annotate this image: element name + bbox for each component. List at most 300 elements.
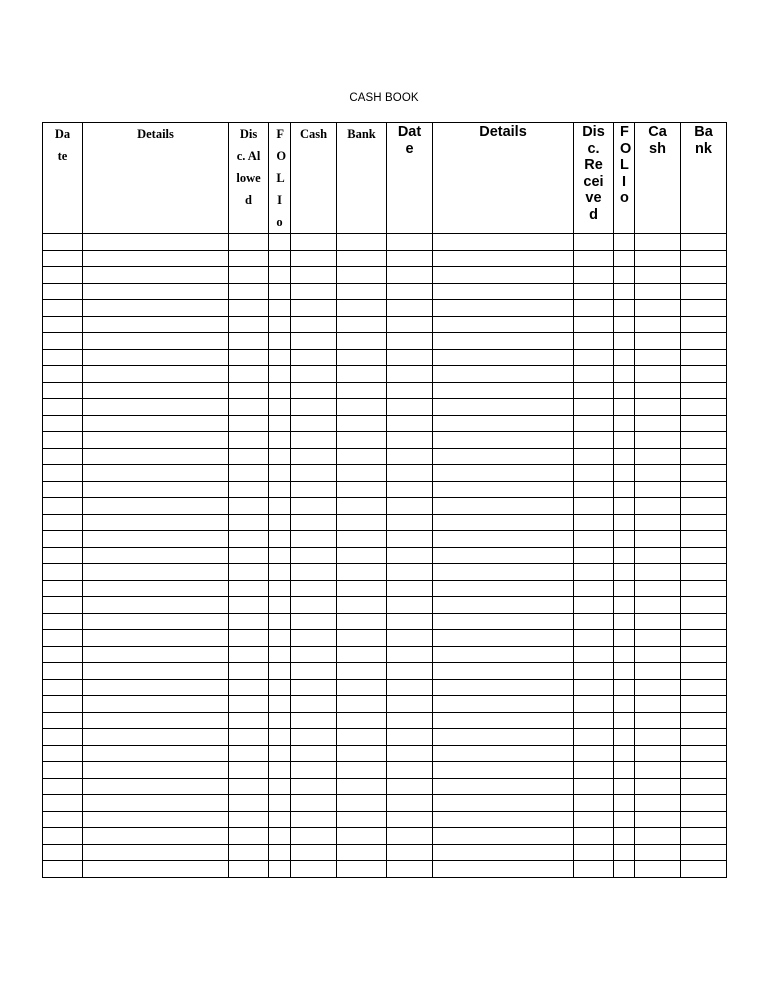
ledger-cell[interactable] [291,349,337,366]
ledger-cell[interactable] [387,762,433,779]
ledger-cell[interactable] [433,811,574,828]
ledger-cell[interactable] [433,696,574,713]
ledger-cell[interactable] [337,696,387,713]
ledger-cell[interactable] [291,811,337,828]
ledger-cell[interactable] [387,415,433,432]
ledger-cell[interactable] [83,613,229,630]
ledger-cell[interactable] [574,250,614,267]
ledger-cell[interactable] [681,861,727,878]
ledger-cell[interactable] [681,597,727,614]
ledger-cell[interactable] [574,498,614,515]
ledger-cell[interactable] [43,250,83,267]
ledger-cell[interactable] [229,250,269,267]
ledger-cell[interactable] [229,465,269,482]
ledger-cell[interactable] [433,729,574,746]
ledger-cell[interactable] [614,663,635,680]
ledger-cell[interactable] [433,547,574,564]
ledger-cell[interactable] [433,514,574,531]
ledger-cell[interactable] [337,234,387,251]
ledger-cell[interactable] [387,547,433,564]
ledger-cell[interactable] [681,630,727,647]
ledger-cell[interactable] [269,399,291,416]
ledger-cell[interactable] [83,712,229,729]
ledger-cell[interactable] [291,861,337,878]
ledger-cell[interactable] [83,531,229,548]
ledger-cell[interactable] [269,547,291,564]
ledger-cell[interactable] [229,300,269,317]
ledger-cell[interactable] [614,712,635,729]
ledger-cell[interactable] [387,250,433,267]
ledger-cell[interactable] [387,300,433,317]
ledger-cell[interactable] [337,564,387,581]
ledger-cell[interactable] [291,564,337,581]
ledger-cell[interactable] [83,547,229,564]
ledger-cell[interactable] [291,663,337,680]
ledger-cell[interactable] [229,762,269,779]
ledger-cell[interactable] [229,712,269,729]
ledger-cell[interactable] [433,316,574,333]
ledger-cell[interactable] [83,729,229,746]
ledger-cell[interactable] [43,663,83,680]
ledger-cell[interactable] [433,778,574,795]
ledger-cell[interactable] [269,663,291,680]
ledger-cell[interactable] [387,597,433,614]
ledger-cell[interactable] [269,630,291,647]
ledger-cell[interactable] [337,432,387,449]
ledger-cell[interactable] [229,382,269,399]
ledger-cell[interactable] [574,349,614,366]
ledger-cell[interactable] [635,465,681,482]
ledger-cell[interactable] [614,795,635,812]
ledger-cell[interactable] [433,366,574,383]
ledger-cell[interactable] [574,778,614,795]
ledger-cell[interactable] [337,762,387,779]
ledger-cell[interactable] [614,448,635,465]
ledger-cell[interactable] [574,745,614,762]
ledger-cell[interactable] [574,481,614,498]
ledger-cell[interactable] [229,333,269,350]
ledger-cell[interactable] [83,283,229,300]
ledger-cell[interactable] [269,234,291,251]
ledger-cell[interactable] [387,630,433,647]
ledger-cell[interactable] [681,349,727,366]
ledger-cell[interactable] [269,696,291,713]
ledger-cell[interactable] [433,679,574,696]
ledger-cell[interactable] [337,663,387,680]
ledger-cell[interactable] [337,349,387,366]
ledger-cell[interactable] [83,630,229,647]
ledger-cell[interactable] [43,828,83,845]
ledger-cell[interactable] [635,250,681,267]
ledger-cell[interactable] [291,696,337,713]
ledger-cell[interactable] [387,745,433,762]
ledger-cell[interactable] [229,267,269,284]
ledger-cell[interactable] [433,646,574,663]
ledger-cell[interactable] [83,415,229,432]
ledger-cell[interactable] [291,514,337,531]
ledger-cell[interactable] [291,267,337,284]
ledger-cell[interactable] [337,283,387,300]
ledger-cell[interactable] [574,597,614,614]
ledger-cell[interactable] [229,234,269,251]
ledger-cell[interactable] [614,333,635,350]
ledger-cell[interactable] [635,679,681,696]
ledger-cell[interactable] [83,597,229,614]
ledger-cell[interactable] [614,811,635,828]
ledger-cell[interactable] [43,267,83,284]
ledger-cell[interactable] [681,778,727,795]
ledger-cell[interactable] [635,300,681,317]
ledger-cell[interactable] [614,283,635,300]
ledger-cell[interactable] [614,415,635,432]
ledger-cell[interactable] [269,448,291,465]
ledger-cell[interactable] [433,564,574,581]
ledger-cell[interactable] [83,382,229,399]
ledger-cell[interactable] [574,432,614,449]
ledger-cell[interactable] [337,316,387,333]
ledger-cell[interactable] [574,762,614,779]
ledger-cell[interactable] [43,448,83,465]
ledger-cell[interactable] [387,861,433,878]
ledger-cell[interactable] [83,861,229,878]
ledger-cell[interactable] [635,828,681,845]
ledger-cell[interactable] [83,366,229,383]
ledger-cell[interactable] [433,300,574,317]
ledger-cell[interactable] [635,745,681,762]
ledger-cell[interactable] [229,283,269,300]
ledger-cell[interactable] [43,778,83,795]
ledger-cell[interactable] [681,729,727,746]
ledger-cell[interactable] [83,696,229,713]
ledger-cell[interactable] [614,630,635,647]
ledger-cell[interactable] [433,448,574,465]
ledger-cell[interactable] [635,861,681,878]
ledger-cell[interactable] [614,300,635,317]
ledger-cell[interactable] [433,597,574,614]
ledger-cell[interactable] [387,795,433,812]
ledger-cell[interactable] [681,679,727,696]
ledger-cell[interactable] [229,531,269,548]
ledger-cell[interactable] [614,564,635,581]
ledger-cell[interactable] [614,399,635,416]
ledger-cell[interactable] [291,333,337,350]
ledger-cell[interactable] [433,283,574,300]
ledger-cell[interactable] [635,432,681,449]
ledger-cell[interactable] [83,679,229,696]
ledger-cell[interactable] [635,382,681,399]
ledger-cell[interactable] [614,531,635,548]
ledger-cell[interactable] [43,630,83,647]
ledger-cell[interactable] [269,283,291,300]
ledger-cell[interactable] [574,448,614,465]
ledger-cell[interactable] [43,316,83,333]
ledger-cell[interactable] [229,811,269,828]
ledger-cell[interactable] [337,646,387,663]
ledger-cell[interactable] [43,745,83,762]
ledger-cell[interactable] [229,316,269,333]
ledger-cell[interactable] [387,514,433,531]
ledger-cell[interactable] [433,382,574,399]
ledger-cell[interactable] [574,679,614,696]
ledger-cell[interactable] [635,729,681,746]
ledger-cell[interactable] [681,811,727,828]
ledger-cell[interactable] [43,415,83,432]
ledger-cell[interactable] [337,366,387,383]
ledger-cell[interactable] [43,333,83,350]
ledger-cell[interactable] [433,333,574,350]
ledger-cell[interactable] [83,663,229,680]
ledger-cell[interactable] [614,382,635,399]
ledger-cell[interactable] [614,514,635,531]
ledger-cell[interactable] [43,729,83,746]
ledger-cell[interactable] [387,679,433,696]
ledger-cell[interactable] [291,844,337,861]
ledger-cell[interactable] [43,382,83,399]
ledger-cell[interactable] [387,778,433,795]
ledger-cell[interactable] [387,399,433,416]
ledger-cell[interactable] [83,448,229,465]
ledger-cell[interactable] [269,580,291,597]
ledger-cell[interactable] [574,316,614,333]
ledger-cell[interactable] [337,531,387,548]
ledger-cell[interactable] [43,696,83,713]
ledger-cell[interactable] [337,333,387,350]
ledger-cell[interactable] [433,861,574,878]
ledger-cell[interactable] [574,399,614,416]
ledger-cell[interactable] [614,778,635,795]
ledger-cell[interactable] [43,531,83,548]
ledger-cell[interactable] [614,762,635,779]
ledger-cell[interactable] [229,630,269,647]
ledger-cell[interactable] [269,366,291,383]
ledger-cell[interactable] [574,844,614,861]
ledger-cell[interactable] [229,448,269,465]
ledger-cell[interactable] [83,333,229,350]
ledger-cell[interactable] [387,349,433,366]
ledger-cell[interactable] [291,547,337,564]
ledger-cell[interactable] [83,745,229,762]
ledger-cell[interactable] [269,465,291,482]
ledger-cell[interactable] [681,745,727,762]
ledger-cell[interactable] [229,399,269,416]
ledger-cell[interactable] [681,399,727,416]
ledger-cell[interactable] [337,613,387,630]
ledger-cell[interactable] [614,861,635,878]
ledger-cell[interactable] [269,597,291,614]
ledger-cell[interactable] [291,432,337,449]
ledger-cell[interactable] [681,580,727,597]
ledger-cell[interactable] [614,844,635,861]
ledger-cell[interactable] [291,234,337,251]
ledger-cell[interactable] [433,399,574,416]
ledger-cell[interactable] [83,234,229,251]
ledger-cell[interactable] [433,432,574,449]
ledger-cell[interactable] [387,531,433,548]
ledger-cell[interactable] [43,712,83,729]
ledger-cell[interactable] [574,283,614,300]
ledger-cell[interactable] [614,498,635,515]
ledger-cell[interactable] [337,597,387,614]
ledger-cell[interactable] [229,366,269,383]
ledger-cell[interactable] [635,267,681,284]
ledger-cell[interactable] [433,630,574,647]
ledger-cell[interactable] [574,547,614,564]
ledger-cell[interactable] [269,729,291,746]
ledger-cell[interactable] [83,762,229,779]
ledger-cell[interactable] [614,580,635,597]
ledger-cell[interactable] [387,580,433,597]
ledger-cell[interactable] [681,564,727,581]
ledger-cell[interactable] [43,399,83,416]
ledger-cell[interactable] [269,762,291,779]
ledger-cell[interactable] [291,712,337,729]
ledger-cell[interactable] [269,250,291,267]
ledger-cell[interactable] [681,300,727,317]
ledger-cell[interactable] [269,415,291,432]
ledger-cell[interactable] [635,762,681,779]
ledger-cell[interactable] [681,712,727,729]
ledger-cell[interactable] [635,580,681,597]
ledger-cell[interactable] [635,498,681,515]
ledger-cell[interactable] [574,234,614,251]
ledger-cell[interactable] [269,333,291,350]
ledger-cell[interactable] [291,415,337,432]
ledger-cell[interactable] [83,795,229,812]
ledger-cell[interactable] [229,432,269,449]
ledger-cell[interactable] [229,514,269,531]
ledger-cell[interactable] [635,696,681,713]
ledger-cell[interactable] [681,828,727,845]
ledger-cell[interactable] [614,729,635,746]
ledger-cell[interactable] [635,448,681,465]
ledger-cell[interactable] [269,712,291,729]
ledger-cell[interactable] [291,745,337,762]
ledger-cell[interactable] [83,349,229,366]
ledger-cell[interactable] [83,646,229,663]
ledger-cell[interactable] [291,531,337,548]
ledger-cell[interactable] [291,366,337,383]
ledger-cell[interactable] [635,811,681,828]
ledger-cell[interactable] [635,415,681,432]
ledger-cell[interactable] [43,564,83,581]
ledger-cell[interactable] [387,844,433,861]
ledger-cell[interactable] [387,432,433,449]
ledger-cell[interactable] [433,762,574,779]
ledger-cell[interactable] [433,745,574,762]
ledger-cell[interactable] [387,663,433,680]
ledger-cell[interactable] [337,712,387,729]
ledger-cell[interactable] [433,498,574,515]
ledger-cell[interactable] [387,613,433,630]
ledger-cell[interactable] [681,646,727,663]
ledger-cell[interactable] [635,333,681,350]
ledger-cell[interactable] [614,465,635,482]
ledger-cell[interactable] [574,613,614,630]
ledger-cell[interactable] [681,762,727,779]
ledger-cell[interactable] [387,448,433,465]
ledger-cell[interactable] [681,531,727,548]
ledger-cell[interactable] [387,465,433,482]
ledger-cell[interactable] [681,795,727,812]
ledger-cell[interactable] [433,415,574,432]
ledger-cell[interactable] [574,811,614,828]
ledger-cell[interactable] [229,613,269,630]
ledger-cell[interactable] [681,415,727,432]
ledger-cell[interactable] [229,663,269,680]
ledger-cell[interactable] [43,465,83,482]
ledger-cell[interactable] [291,316,337,333]
ledger-cell[interactable] [43,366,83,383]
ledger-cell[interactable] [433,465,574,482]
ledger-cell[interactable] [43,300,83,317]
ledger-cell[interactable] [337,498,387,515]
ledger-cell[interactable] [635,795,681,812]
ledger-cell[interactable] [635,366,681,383]
ledger-cell[interactable] [387,498,433,515]
ledger-cell[interactable] [269,828,291,845]
ledger-cell[interactable] [43,283,83,300]
ledger-cell[interactable] [83,481,229,498]
ledger-cell[interactable] [43,432,83,449]
ledger-cell[interactable] [574,333,614,350]
ledger-cell[interactable] [269,811,291,828]
ledger-cell[interactable] [337,465,387,482]
ledger-cell[interactable] [635,531,681,548]
ledger-cell[interactable] [574,646,614,663]
ledger-cell[interactable] [337,514,387,531]
ledger-cell[interactable] [614,646,635,663]
ledger-cell[interactable] [614,613,635,630]
ledger-cell[interactable] [83,828,229,845]
ledger-cell[interactable] [433,234,574,251]
ledger-cell[interactable] [574,382,614,399]
ledger-cell[interactable] [614,250,635,267]
ledger-cell[interactable] [387,234,433,251]
ledger-cell[interactable] [574,712,614,729]
ledger-cell[interactable] [291,448,337,465]
ledger-cell[interactable] [43,498,83,515]
ledger-cell[interactable] [433,349,574,366]
ledger-cell[interactable] [43,811,83,828]
ledger-cell[interactable] [291,481,337,498]
ledger-cell[interactable] [337,729,387,746]
ledger-cell[interactable] [574,366,614,383]
ledger-cell[interactable] [269,514,291,531]
ledger-cell[interactable] [574,300,614,317]
ledger-cell[interactable] [83,465,229,482]
ledger-cell[interactable] [43,514,83,531]
ledger-cell[interactable] [337,399,387,416]
ledger-cell[interactable] [635,844,681,861]
ledger-cell[interactable] [681,547,727,564]
ledger-cell[interactable] [433,795,574,812]
ledger-cell[interactable] [387,712,433,729]
ledger-cell[interactable] [387,366,433,383]
ledger-cell[interactable] [83,267,229,284]
ledger-cell[interactable] [43,646,83,663]
ledger-cell[interactable] [43,795,83,812]
ledger-cell[interactable] [614,349,635,366]
ledger-cell[interactable] [337,580,387,597]
ledger-cell[interactable] [43,679,83,696]
ledger-cell[interactable] [635,778,681,795]
ledger-cell[interactable] [291,300,337,317]
ledger-cell[interactable] [387,382,433,399]
ledger-cell[interactable] [229,564,269,581]
ledger-cell[interactable] [337,547,387,564]
ledger-cell[interactable] [433,712,574,729]
ledger-cell[interactable] [635,547,681,564]
